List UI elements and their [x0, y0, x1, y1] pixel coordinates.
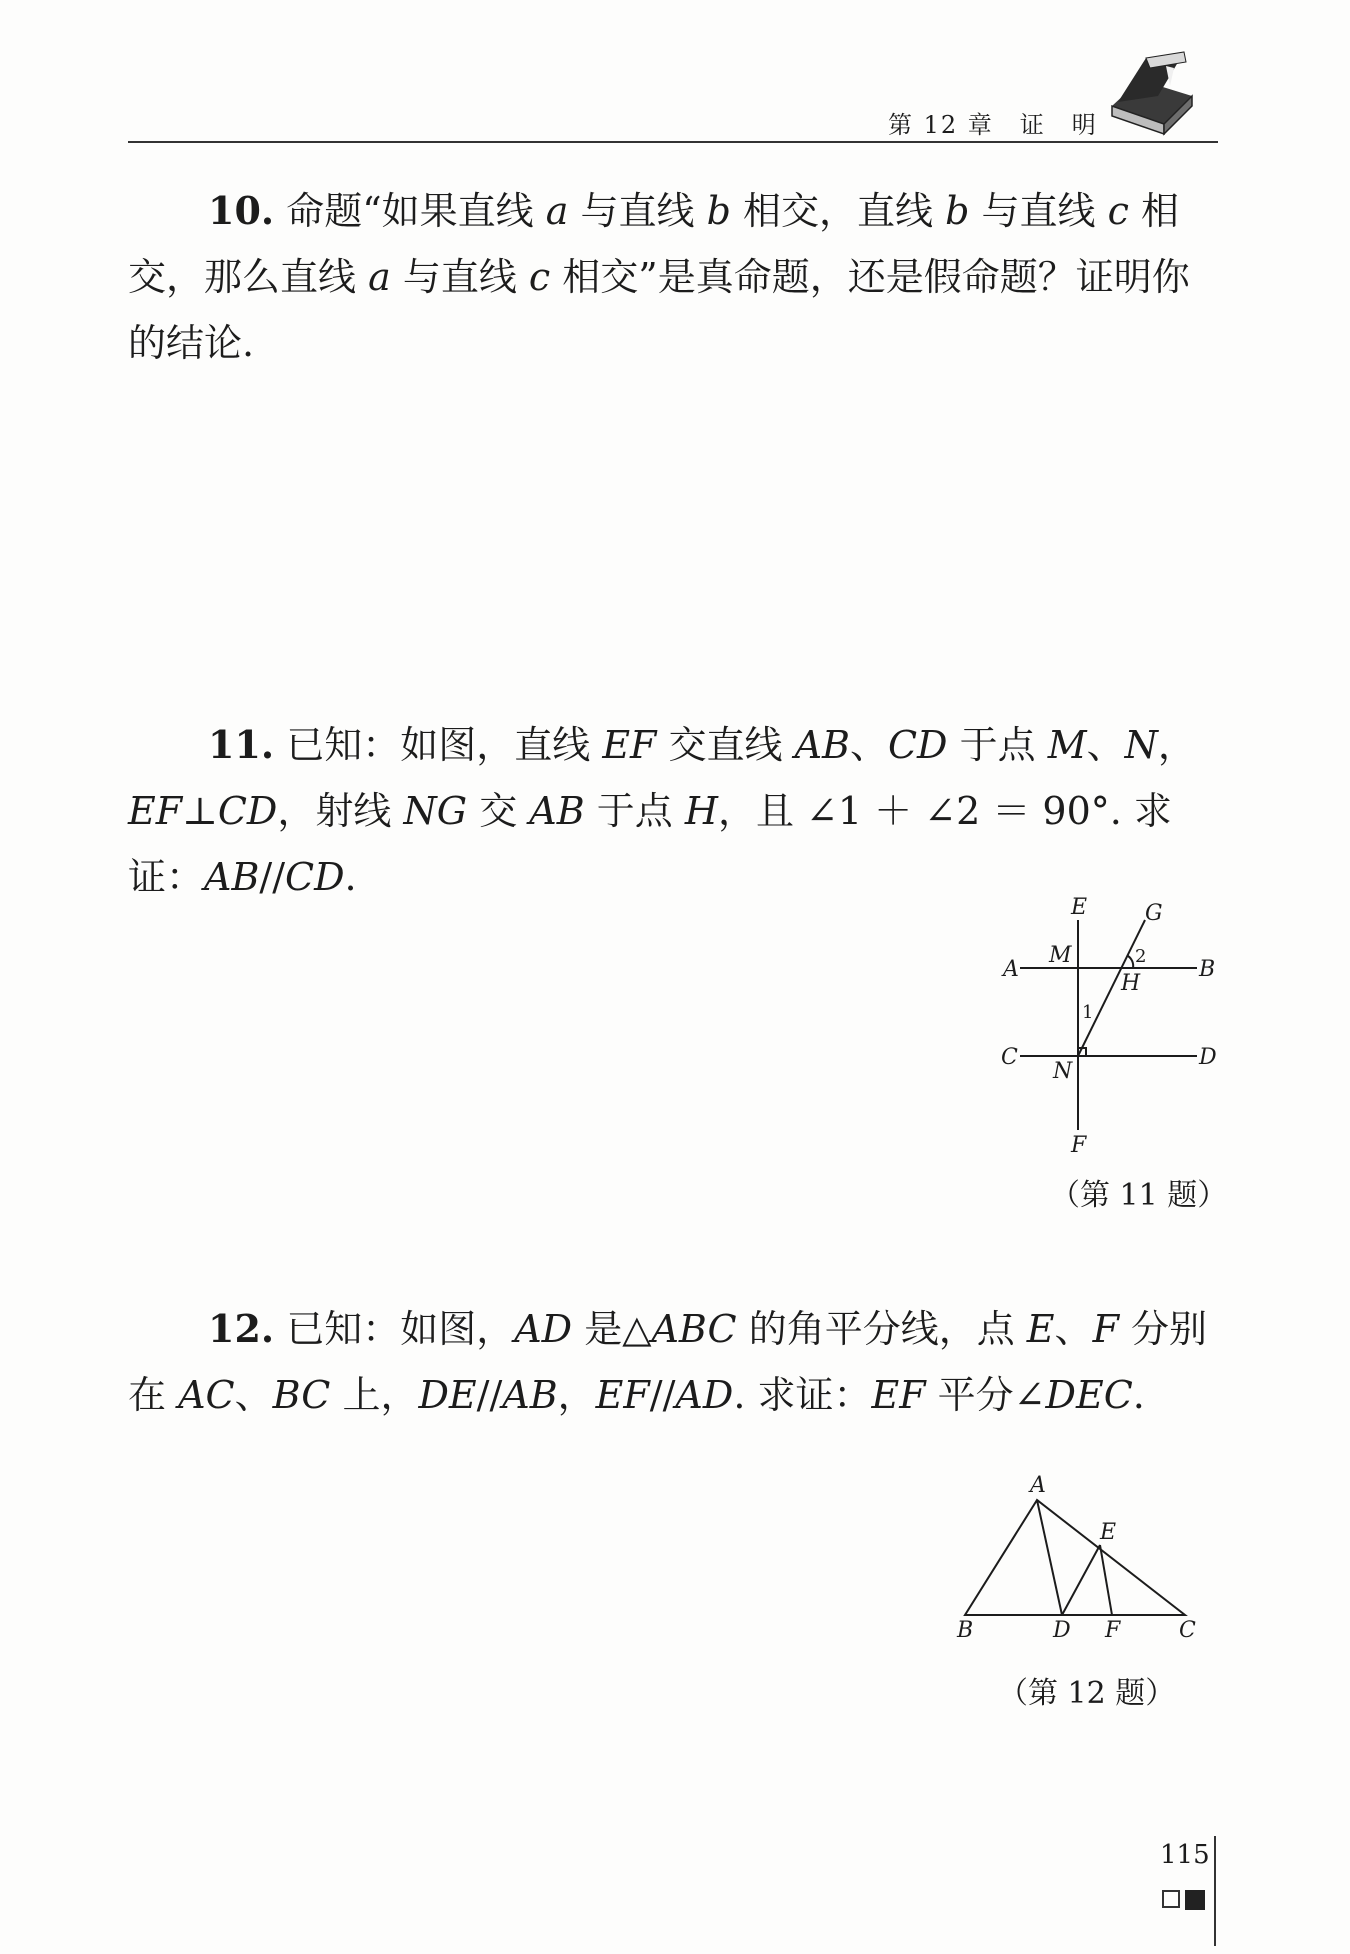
label-B: B	[957, 1618, 974, 1640]
problem-number: 11.	[208, 722, 275, 767]
segment-DE	[1062, 1545, 1100, 1615]
problem-number: 10.	[208, 188, 275, 233]
label-G: G	[1145, 901, 1163, 926]
label-angle-2: 2	[1135, 946, 1147, 967]
label-B: B	[1199, 957, 1216, 982]
figure-11-diagram	[985, 890, 1225, 1160]
book-icon	[1106, 46, 1198, 138]
page-number: 115	[1160, 1840, 1210, 1870]
label-C: C	[1001, 1045, 1018, 1070]
label-N: N	[1053, 1059, 1073, 1084]
chapter-title: 证 明	[1019, 111, 1098, 139]
problem-11: 11. 已知：如图，直线 EF 交直线 AB、CD 于点 M、N，EF⊥CD，射线 NG 交 AB 于点 H，且 ∠1 ＋ ∠2 ＝ 90°. 求证：AB//CD.	[128, 722, 1196, 899]
label-E: E	[1100, 1520, 1117, 1545]
problem-10: 10. 命题“如果直线 a 与直线 b 相交，直线 b 与直线 c 相交，那么直线 a 与直线 c 相交”是真命题，还是假命题？证明你的结论.	[128, 188, 1190, 365]
figure-12-caption: （第 12 题）	[998, 1676, 1176, 1711]
label-A: A	[1003, 957, 1019, 982]
problem-12: 12. 已知：如图，AD 是△ABC 的角平分线，点 E、F 分别在 AC、BC 上，DE//AB，EF//AD. 求证：EF 平分∠DEC.	[128, 1306, 1208, 1417]
problem-number: 12.	[208, 1306, 275, 1351]
label-D: D	[1053, 1618, 1071, 1640]
figure-12-diagram	[945, 1465, 1200, 1640]
label-M: M	[1049, 943, 1072, 968]
segment-EF	[1100, 1545, 1112, 1615]
chapter-label: 第 12 章	[888, 111, 994, 139]
label-angle-1: 1	[1082, 1002, 1094, 1023]
angle-2-arc	[1128, 956, 1133, 968]
triangle-ABC	[965, 1500, 1185, 1615]
figure-11-caption: （第 11 题）	[1050, 1178, 1228, 1213]
label-C: C	[1179, 1618, 1196, 1640]
label-H: H	[1121, 971, 1141, 996]
header-rule	[128, 141, 1218, 143]
empty-square-mark	[1162, 1890, 1180, 1908]
footer-rule	[1214, 1836, 1216, 1946]
filled-square-mark	[1185, 1890, 1205, 1910]
running-header	[888, 105, 1098, 140]
label-E: E	[1071, 895, 1088, 920]
label-D: D	[1199, 1045, 1217, 1070]
label-F: F	[1071, 1133, 1087, 1158]
label-A: A	[1030, 1473, 1046, 1498]
label-F: F	[1105, 1618, 1121, 1640]
